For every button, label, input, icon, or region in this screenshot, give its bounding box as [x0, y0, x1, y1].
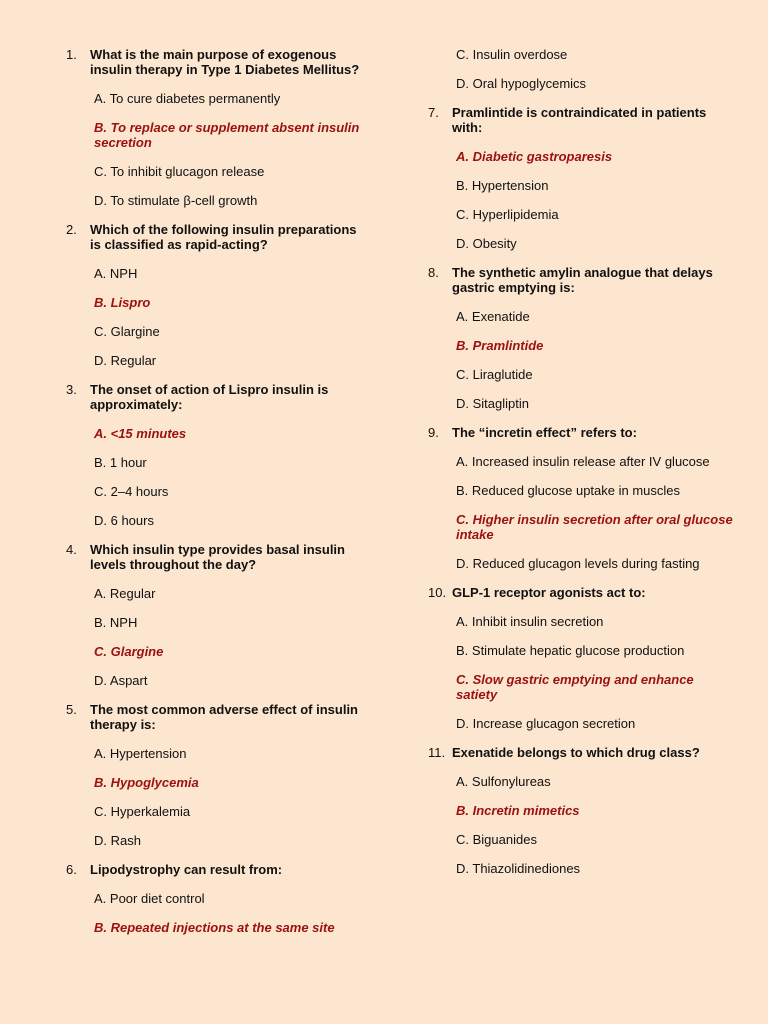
question-block [66, 382, 366, 528]
answer-option: A. Regular [94, 586, 156, 601]
spacer [90, 877, 366, 891]
question-text: Pramlintide is contraindicated in patients with: [452, 105, 707, 135]
answer-option: C. Insulin overdose [456, 47, 568, 62]
question-text: What is the main purpose of exogenous insulin therapy in Type 1 Diabetes Mellitus? [90, 47, 360, 77]
answer-option: B. Reduced glucose uptake in muscles [456, 483, 681, 498]
spacer [428, 91, 738, 105]
question-text: The “incretin effect” refers to: [452, 425, 637, 440]
question-text: GLP-1 receptor agonists act to: [452, 585, 646, 600]
answer-option: A. Poor diet control [94, 891, 205, 906]
answer-option: A. NPH [94, 266, 138, 281]
spacer [90, 572, 366, 586]
question-block [428, 585, 738, 731]
spacer [452, 353, 738, 367]
question-number: 10. [428, 585, 447, 600]
spacer [428, 411, 738, 425]
correct-answer-option: B. Incretin mimetics [456, 803, 580, 818]
spacer [90, 179, 366, 193]
question-block [428, 745, 738, 876]
question-number: 4. [66, 542, 77, 557]
spacer [90, 77, 366, 91]
spacer [90, 252, 366, 266]
answer-option: C. To inhibit glucagon release [94, 164, 265, 179]
answer-option: D. Sitagliptin [456, 396, 529, 411]
answer-option: D. Reduced glucagon levels during fasting [456, 556, 700, 571]
spacer [90, 601, 366, 615]
correct-answer-option: B. Hypoglycemia [94, 775, 199, 790]
spacer [428, 731, 738, 745]
spacer [90, 499, 366, 513]
spacer [452, 818, 738, 832]
answer-option: A. Inhibit insulin secretion [456, 614, 604, 629]
correct-answer-option: B. Pramlintide [456, 338, 544, 353]
spacer [90, 339, 366, 353]
answer-option: C. Hyperkalemia [94, 804, 191, 819]
answer-option: B. Hypertension [456, 178, 549, 193]
correct-answer-option: B. To replace or supplement absent insulin secretion [94, 120, 360, 150]
spacer [66, 688, 366, 702]
spacer [90, 732, 366, 746]
question-block [66, 47, 366, 208]
answer-option: A. Hypertension [94, 746, 187, 761]
spacer [90, 281, 366, 295]
answer-option: A. Exenatide [456, 309, 530, 324]
continued-options [428, 47, 738, 91]
answer-option: B. NPH [94, 615, 138, 630]
answer-option: D. To stimulate β-cell growth [94, 193, 258, 208]
question-number: 2. [66, 222, 77, 237]
spacer [90, 790, 366, 804]
answer-option: D. 6 hours [94, 513, 154, 528]
spacer [452, 135, 738, 149]
answer-option: B. 1 hour [94, 455, 147, 470]
question-number: 8. [428, 265, 439, 280]
correct-answer-option: B. Lispro [94, 295, 151, 310]
question-text: The most common adverse effect of insulin therapy is: [90, 702, 358, 732]
correct-answer-option: A. Diabetic gastroparesis [456, 149, 613, 164]
answer-option: C. Glargine [94, 324, 160, 339]
question-number: 1. [66, 47, 77, 62]
question-text: Which insulin type provides basal insulin levels throughout the day? [90, 542, 345, 572]
question-block [66, 542, 366, 688]
answer-option: A. To cure diabetes permanently [94, 91, 281, 106]
question-block [428, 265, 738, 411]
correct-answer-option: C. Higher insulin secretion after oral glucose intake [456, 512, 733, 542]
question-block [428, 105, 738, 251]
answer-option: D. Rash [94, 833, 141, 848]
spacer [90, 470, 366, 484]
spacer [90, 906, 366, 920]
spacer [90, 150, 366, 164]
correct-answer-option: C. Glargine [94, 644, 164, 659]
question-text: Which of the following insulin preparations is classified as rapid-acting? [90, 222, 357, 252]
question-number: 7. [428, 105, 439, 120]
spacer [90, 819, 366, 833]
question-block [66, 702, 366, 848]
spacer [452, 760, 738, 774]
spacer [90, 659, 366, 673]
answer-option: D. Aspart [94, 673, 148, 688]
spacer [452, 847, 738, 861]
spacer [452, 789, 738, 803]
spacer [452, 164, 738, 178]
spacer [90, 630, 366, 644]
spacer [452, 469, 738, 483]
spacer [452, 542, 738, 556]
spacer [452, 440, 738, 454]
answer-option: B. Stimulate hepatic glucose production [456, 643, 685, 658]
spacer [452, 222, 738, 236]
answer-option: C. 2–4 hours [94, 484, 169, 499]
question-number: 3. [66, 382, 77, 397]
answer-option: A. Sulfonylureas [456, 774, 551, 789]
question-text: Lipodystrophy can result from: [90, 862, 283, 877]
spacer [90, 761, 366, 775]
spacer [66, 208, 366, 222]
spacer [428, 571, 738, 585]
question-number: 11. [428, 745, 446, 760]
answer-option: C. Liraglutide [456, 367, 533, 382]
correct-answer-option: A. <15 minutes [94, 426, 187, 441]
spacer [452, 498, 738, 512]
question-text: Exenatide belongs to which drug class? [452, 745, 700, 760]
left-column [66, 47, 366, 935]
spacer [66, 528, 366, 542]
spacer [452, 62, 738, 76]
answer-option: D. Increase glucagon secretion [456, 716, 636, 731]
question-block [66, 222, 366, 368]
spacer [90, 310, 366, 324]
correct-answer-option: C. Slow gastric emptying and enhance satiety [456, 672, 694, 702]
answer-option: D. Regular [94, 353, 157, 368]
right-column [428, 47, 738, 876]
spacer [452, 658, 738, 672]
answer-option: A. Increased insulin release after IV glucose [456, 454, 710, 469]
spacer [452, 295, 738, 309]
spacer [90, 412, 366, 426]
question-block [428, 425, 738, 571]
correct-answer-option: B. Repeated injections at the same site [94, 920, 335, 935]
question-number: 5. [66, 702, 77, 717]
spacer [66, 368, 366, 382]
answer-option: C. Hyperlipidemia [456, 207, 559, 222]
answer-option: C. Biguanides [456, 832, 537, 847]
answer-option: D. Thiazolidinediones [456, 861, 581, 876]
question-number: 6. [66, 862, 77, 877]
spacer [452, 193, 738, 207]
spacer [452, 702, 738, 716]
spacer [90, 441, 366, 455]
spacer [452, 324, 738, 338]
spacer [452, 600, 738, 614]
answer-option: D. Obesity [456, 236, 517, 251]
spacer [90, 106, 366, 120]
answer-option: D. Oral hypoglycemics [456, 76, 587, 91]
question-block [66, 862, 366, 935]
spacer [452, 629, 738, 643]
spacer [428, 251, 738, 265]
spacer [66, 848, 366, 862]
question-text: The onset of action of Lispro insulin is approximately: [90, 382, 329, 412]
question-number: 9. [428, 425, 439, 440]
spacer [452, 382, 738, 396]
question-text: The synthetic amylin analogue that delays gastric emptying is: [452, 265, 713, 295]
